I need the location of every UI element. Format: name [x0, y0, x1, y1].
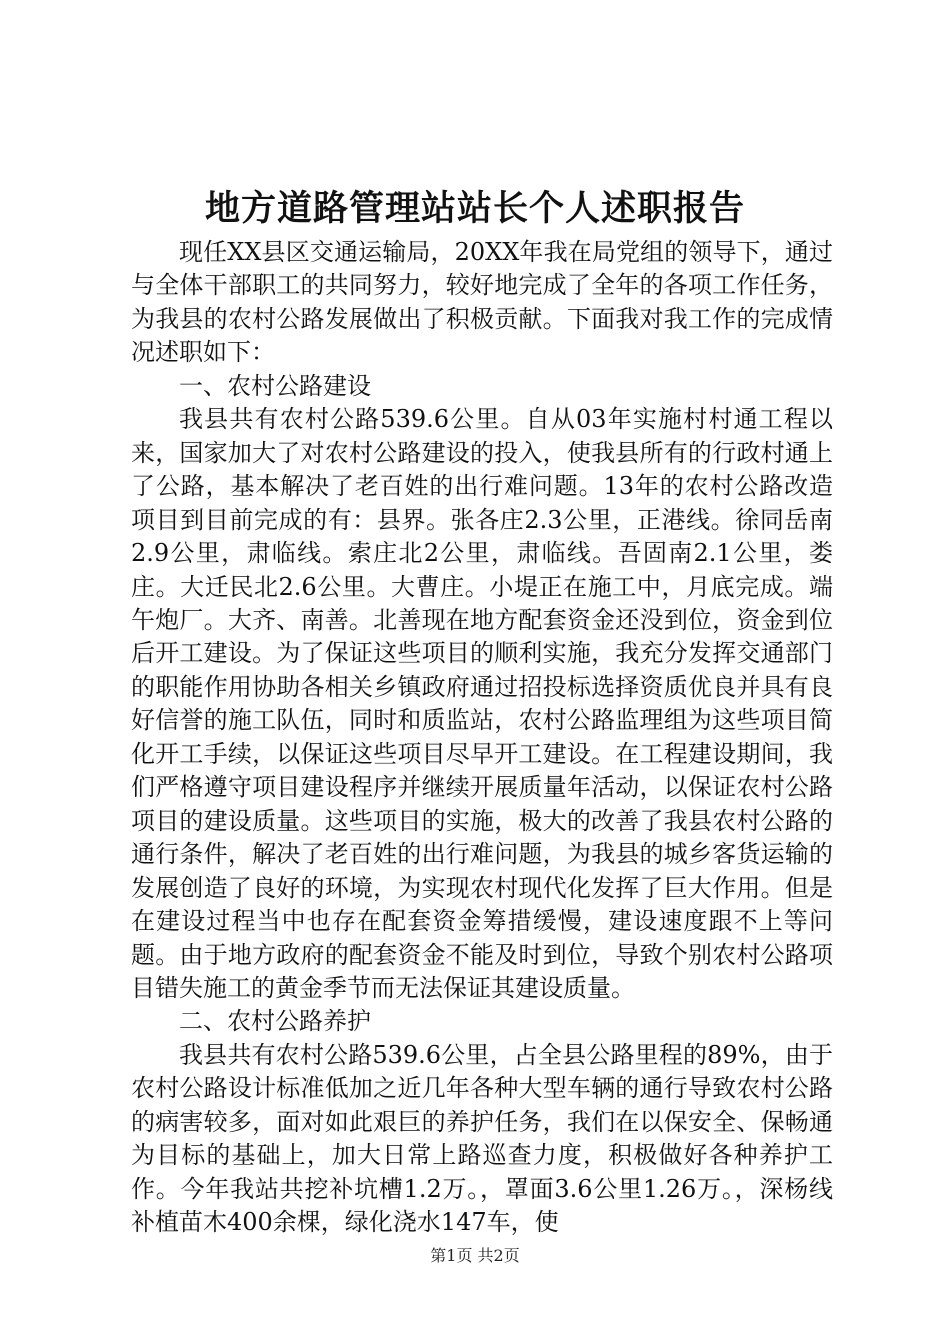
road-construction-paragraph: 我县共有农村公路539.6公里。自从03年实施村村通工程以来，国家加大了对农村公路建设的投入，使我县所有的行政村通上了公路，基本解决了老百姓的出行难问题。13年的农村公路改造项目到目前完成的有：县界。张各庄2.3公里，正港线。徐同岳南2.9公里，肃临线。索庄北2公里，肃临线。吾固南2.1公里，娄庄。大迁民北2.6公里。大曹庄。小堤正在施工中，月底完成。端午炮厂。大齐、南善。北善现在地方配套资金还没到位，资金到位后开工建设。为了保证这些项目的顺利实施，我充分发挥交通部门的职能作用协助各相关乡镇政府通过招投标选择资质优良并具有良好信誉的施工队伍，同时和质监站，农村公路监理组为这些项目简化开工手续，以保证这些项目尽早开工建设。在工程建设期间，我们严格遵守项目建设程序并继续开展质量年活动，以保证农村公路项目的建设质量。这些项目的实施，极大的改善了我县农村公路的通行条件，解决了老百姓的出行难问题，为我县的城乡客货运输的发展创造了良好的环境，为实现农村现代化发挥了巨大作用。但是在建设过程当中也存在配套资金筹措缓慢，建设速度跟不上等问题。由于地方政府的配套资金不能及时到位，导致个别农村公路项目错失施工的黄金季节而无法保证其建设质量。	[131, 405, 833, 1002]
document-title: 地方道路管理站站长个人述职报告	[204, 188, 745, 229]
page-number-footer: 第1页 共2页	[430, 1246, 520, 1265]
section-heading-road-maintenance: 二、农村公路养护	[179, 1007, 371, 1036]
section-heading-road-construction: 一、农村公路建设	[179, 371, 371, 400]
road-maintenance-paragraph: 我县共有农村公路539.6公里，占全县公路里程的89%，由于农村公路设计标准低加之近几年各种大型车辆的通行导致农村公路的病害较多，面对如此艰巨的养护任务，我们在以保安全、保畅通为目标的基础上，加大日常上路巡查力度，积极做好各种养护工作。今年我站共挖补坑槽1.2万。，罩面3.6公里1.26万。，深杨线补植苗木400余棵，绿化浇水147车，使	[131, 1040, 833, 1237]
document-body	[131, 236, 833, 1240]
intro-paragraph: 现任XX县区交通运输局，20XX年我在局党组的领导下，通过与全体干部职工的共同努力，较好地完成了全年的各项工作任务，为我县的农村公路发展做出了积极贡献。下面我对我工作的完成情况述职如下：	[131, 238, 833, 367]
